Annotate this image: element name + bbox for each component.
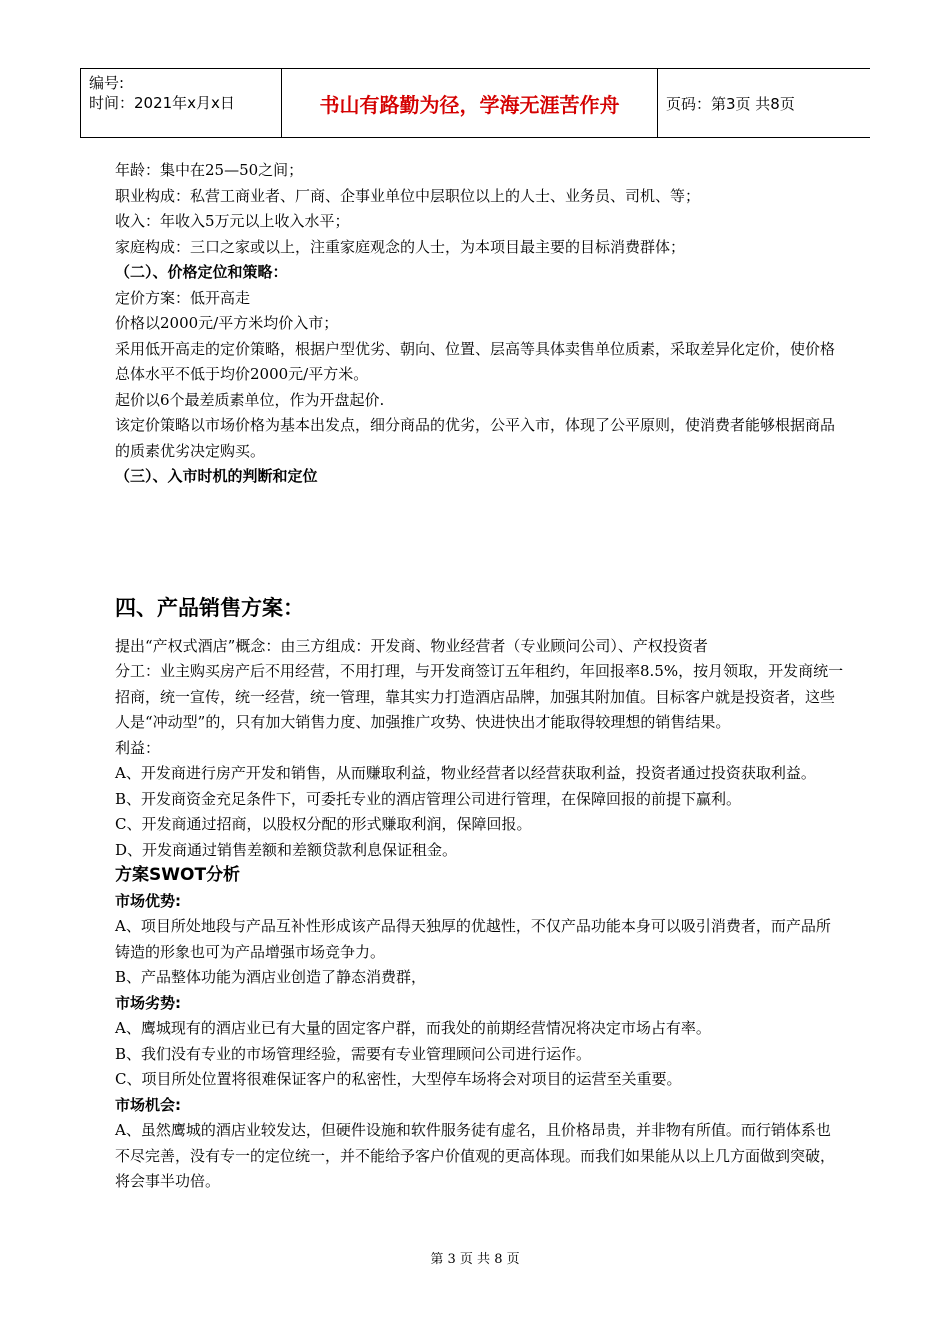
price-strategy-heading: （二）、价格定位和策略： bbox=[115, 263, 288, 281]
list-item: A、鹰城现有的酒店业已有大量的固定客户群，而我处的前期经营情况将决定市场占有率。 bbox=[115, 1019, 711, 1037]
page-header bbox=[80, 68, 870, 138]
header-time-label: 时间：2021年x月x日 bbox=[89, 94, 235, 112]
list-item: B、开发商资金充足条件下，可委托专业的酒店管理公司进行管理，在保障回报的前提下赢利。 bbox=[115, 789, 742, 808]
page-footer: 第 3 页 共 8 页 bbox=[430, 1252, 520, 1267]
paragraph: 职业构成：私营工商业者、厂商、企事业单位中层职位以上的人士、业务员、司机、等； bbox=[115, 186, 701, 205]
list-item: C、开发商通过招商，以股权分配的形式赚取利润，保障回报。 bbox=[115, 815, 532, 833]
list-item: B、产品整体功能为酒店业创造了静态消费群， bbox=[115, 968, 427, 986]
header-page-info: 页码：第3页 共8页 bbox=[666, 94, 795, 113]
opportunity-label: 市场机会: bbox=[115, 1095, 181, 1114]
list-item: A、开发商进行房产开发和销售，从而赚取利益，物业经营者以经营获取利益，投资者通过投资获取利益。 bbox=[115, 764, 816, 782]
list-item: A、虽然鹰城的酒店业较发达，但硬件设施和软件服务徒有虚名，且价格昂贵，并非物有所值。而行销体系也不尽完善，没有专一的定位统一，并不能给予客户价值观的更高体现。而我们如果能从以上几方面做到突破，将会事半功倍。 bbox=[115, 1121, 836, 1190]
market-timing-heading: （三）、入市时机的判断和定位 bbox=[115, 467, 318, 485]
paragraph: 家庭构成：三口之家或以上，注重家庭观念的人士，为本项目最主要的目标消费群体； bbox=[115, 237, 686, 256]
document-body bbox=[115, 158, 845, 1195]
header-number-label: 编号: bbox=[89, 74, 125, 92]
paragraph: 提出“产权式酒店”概念：由三方组成：开发商、物业经营者（专业顾问公司）、产权投资者 bbox=[115, 636, 708, 655]
paragraph: 定价方案：低开高走 bbox=[115, 288, 251, 307]
list-item: A、项目所处地段与产品互补性形成该产品得天独厚的优越性，不仅产品功能本身可以吸引消费者，而产品所铸造的形象也可为产品增强市场竞争力。 bbox=[115, 917, 831, 961]
benefit-label: 利益： bbox=[115, 738, 161, 757]
paragraph: 采用低开高走的定价策略，根据户型优劣、朝向、位置、层高等具体卖售单位质素，采取差异化定价，使价格总体水平不低于均价2000元/平方米。 bbox=[115, 339, 836, 383]
list-item: B、我们没有专业的市场管理经验，需要有专业管理顾问公司进行运作。 bbox=[115, 1044, 592, 1063]
paragraph: 起价以6个最差质素单位，作为开盘起价. bbox=[115, 390, 385, 409]
header-meta bbox=[80, 69, 282, 137]
paragraph: 年龄：集中在25—50之间； bbox=[115, 161, 304, 179]
paragraph: 收入：年收入5万元以上收入水平； bbox=[115, 212, 350, 230]
weakness-label: 市场劣势: bbox=[115, 993, 181, 1012]
strength-label: 市场优势: bbox=[115, 891, 181, 910]
list-item: C、项目所处位置将很难保证客户的私密性，大型停车场将会对项目的运营至关重要。 bbox=[115, 1070, 682, 1088]
paragraph: 价格以2000元/平方米均价入市； bbox=[115, 314, 339, 332]
list-item: D、开发商通过销售差额和差额贷款利息保证租金。 bbox=[115, 840, 458, 859]
paragraph: 该定价策略以市场价格为基本出发点，细分商品的优劣，公平入市，体现了公平原则，使消费者能够根据商品的质素优劣决定购买。 bbox=[115, 416, 836, 460]
swot-heading: 方案SWOT分析 bbox=[115, 865, 241, 885]
header-motto: 书山有路勤为径，学海无涯苦作舟 bbox=[282, 69, 658, 137]
paragraph: 分工：业主购买房产后不用经营，不用打理，与开发商签订五年租约，年回报率8.5%，按月领取，开发商统一招商，统一宣传，统一经营，统一管理，靠其实力打造酒店品牌，加强其附加值。目标客户就是投资者，这些人是“冲动型”的，只有加大销售力度、加强推广攻势、快进快出才能取得较理想的销售结果。 bbox=[115, 662, 844, 731]
section-four-heading: 四、产品销售方案： bbox=[115, 595, 304, 620]
